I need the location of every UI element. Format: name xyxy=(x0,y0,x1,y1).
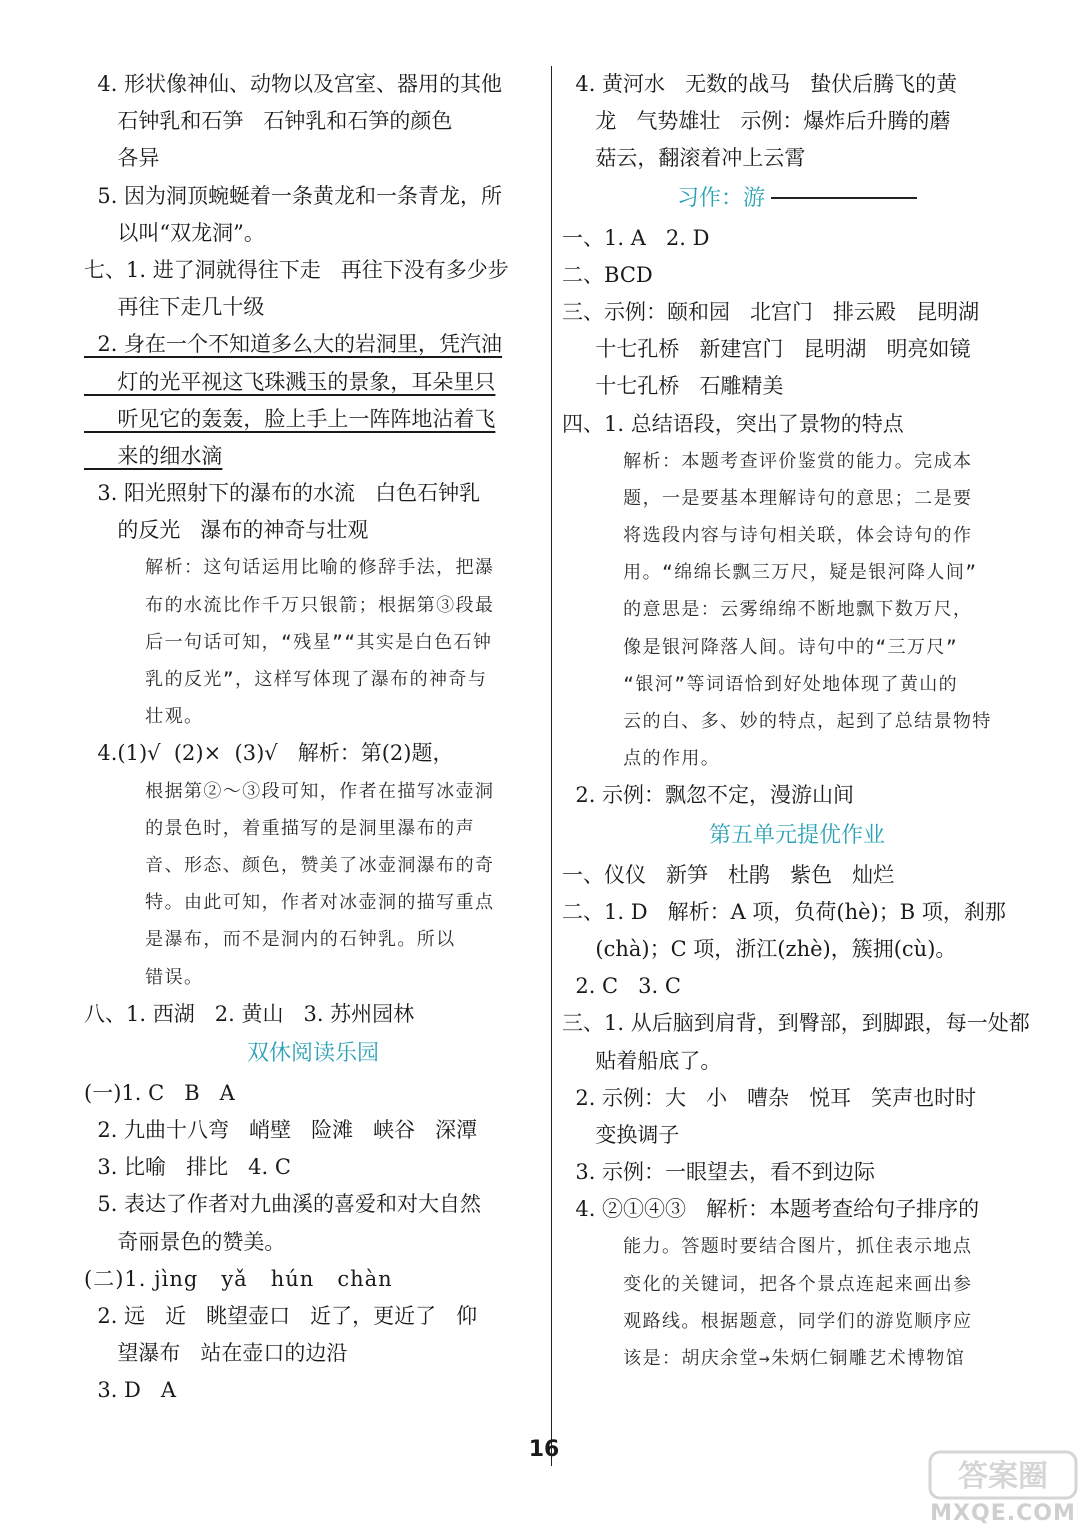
answer-line: (一)1. C B A xyxy=(84,1080,235,1105)
explanation-line: 错误。 xyxy=(84,966,204,988)
answer-line: 再往下走几十级 xyxy=(84,295,265,320)
explanation-line: 变化的关键词，把各个景点连起来画出参 xyxy=(562,1273,973,1295)
svg-text:答案圈: 答案圈 xyxy=(958,1459,1048,1494)
answer-line: 2. C 3. C xyxy=(562,974,681,999)
watermark-site: MXQE.COM xyxy=(930,1501,1076,1526)
answer-line: 奇丽景色的赞美。 xyxy=(84,1229,286,1254)
answer-line: 2. 示例：飘忽不定，漫游山间 xyxy=(562,783,855,808)
answer-line: 四、1. 总结语段，突出了景物的特点 xyxy=(562,411,904,436)
answer-line: 七、1. 进了洞就得往下走 再往下没有多少步 xyxy=(84,257,509,282)
answer-line: 3. 阳光照射下的瀑布的水流 白色石钟乳 xyxy=(84,481,481,506)
explanation-line: 是瀑布，而不是洞内的石钟乳。所以 xyxy=(84,929,456,951)
answer-line: 3. 示例：一眼望去，看不到边际 xyxy=(562,1160,876,1185)
answer-line: 望瀑布 站在壶口的边沿 xyxy=(84,1341,348,1366)
explanation-line: 布的水流比作千万只银箭；根据第③段最 xyxy=(84,594,495,616)
explanation-line: 乳的反光”，这样写体现了瀑布的神奇与 xyxy=(84,669,488,690)
answer-line: 十七孔桥 新建宫门 昆明湖 明亮如镜 xyxy=(562,337,971,362)
explanation-line: 像是银河降落人间。诗句中的“三万尺” xyxy=(562,636,959,658)
explanation-line: 将选段内容与诗句相关联，体会诗句的作 xyxy=(562,525,973,547)
page-number: 16 xyxy=(528,1437,560,1462)
explanation-line: 能力。答题时要结合图片，抓住表示地点 xyxy=(562,1236,973,1258)
answer-line: 5. 因为洞顶蜿蜒着一条黄龙和一条青龙，所 xyxy=(84,183,503,208)
answer-line: 的反光 瀑布的神奇与壮观 xyxy=(84,518,369,543)
explanation-line: 云的白、多、妙的特点，起到了总结景物特 xyxy=(562,711,992,732)
answer-line: 2. 远 近 眺望壶口 近了，更近了 仰 xyxy=(84,1304,478,1328)
answer-line: 石钟乳和石笋 石钟乳和石笋的颜色 xyxy=(84,109,453,134)
answer-line: 2. 示例：大 小 嘈杂 悦耳 笑声也时时 xyxy=(562,1085,977,1110)
answer-line: 变换调子 xyxy=(562,1122,680,1147)
explanation-line: 解析：这句话运用比喻的修辞手法，把瀑 xyxy=(84,557,495,579)
answer-line: 龙 气势雄壮 示例：爆炸后升腾的蘑 xyxy=(562,109,951,134)
explanation-line: 解析：本题考查评价鉴赏的能力。完成本 xyxy=(562,450,973,472)
answer-line: 贴着船底了。 xyxy=(562,1048,722,1073)
explanation-line: 该是：胡庆余堂→朱炳仁铜雕艺术博物馆 xyxy=(562,1348,966,1369)
answer-line: 二、BCD xyxy=(562,262,653,287)
answer-line: 4. ②①④③ 解析：本题考查给句子排序的 xyxy=(562,1197,980,1222)
answer-line: 八、1. 西湖 2. 黄山 3. 苏州园林 xyxy=(84,1001,415,1026)
explanation-line: 观路线。根据题意，同学们的游览顺序应 xyxy=(562,1310,973,1332)
answer-line: 4. 黄河水 无数的战马 蛰伏后腾飞的黄 xyxy=(562,72,958,96)
answer-line: 各异 xyxy=(84,146,160,171)
answer-line: 一、仪仪 新笋 杜鹃 紫色 灿烂 xyxy=(562,862,895,887)
answer-line: 十七孔桥 石雕精美 xyxy=(562,374,784,399)
explanation-line: 壮观。 xyxy=(84,706,204,728)
answer-line: (二)1. jìng yǎ hún chàn xyxy=(84,1266,393,1291)
answer-line: 听见它的轰轰，脸上手上一阵阵地沾着飞 xyxy=(84,406,496,431)
answer-line: 4. 形状像神仙、动物以及宫室、器用的其他 xyxy=(84,72,503,96)
answer-line: (chà)；C 项，浙江(zhè)，簇拥(cù)。 xyxy=(562,936,957,961)
explanation-line: 音、形态、颜色，赞美了冰壶洞瀑布的奇 xyxy=(84,854,495,876)
explanation-line: 题，一是要基本理解诗句的意思；二是要 xyxy=(562,487,973,509)
explanation-line: 点的作用。 xyxy=(562,748,721,770)
answer-line: 二、1. D 解析：A 项，负荷(hè)；B 项，刹那 xyxy=(562,899,1006,924)
explanation-line: 特。由此可知，作者对冰壶洞的描写重点 xyxy=(84,892,495,914)
section-heading-text: 双休阅读乐园 xyxy=(246,1040,379,1066)
watermark-logo xyxy=(928,1450,1078,1526)
answer-line: 以叫“双龙洞”。 xyxy=(84,220,265,245)
answer-line: 3. 比喻 排比 4. C xyxy=(84,1155,291,1180)
answer-line: 菇云，翻滚着冲上云霄 xyxy=(562,146,806,171)
section-heading xyxy=(84,1033,542,1075)
answer-line: 5. 表达了作者对九曲溪的喜爱和对大自然 xyxy=(84,1192,482,1217)
right-column xyxy=(562,66,1032,1377)
explanation-line: “银河”等词语恰到好处地体现了黄山的 xyxy=(562,673,959,695)
answer-line: 来的细水滴 xyxy=(84,443,223,468)
answer-line: 三、1. 从后脑到肩背，到臀部，到脚跟，每一处都 xyxy=(562,1011,1030,1036)
explanation-line: 根据第②～③段可知，作者在描写冰壶洞 xyxy=(84,780,495,802)
column-divider xyxy=(551,66,552,1466)
section-heading xyxy=(562,815,1032,857)
answer-line: 灯的光平视这飞珠溅玉的景象，耳朵里只 xyxy=(84,369,496,394)
explanation-line: 的景色时，着重描写的是洞里瀑布的声 xyxy=(84,817,475,839)
section-heading-text: 第五单元提优作业 xyxy=(708,822,885,848)
fill-in-blank-line xyxy=(771,197,917,199)
left-column xyxy=(84,66,542,1410)
answer-line: 3. D A xyxy=(84,1378,177,1403)
explanation-line: 的意思是：云雾绵绵不断地飘下数万尺， xyxy=(562,599,973,621)
explanation-line: 用。“绵绵长飘三万尺，疑是银河降人间” xyxy=(562,562,978,584)
answer-line: 三、示例：颐和园 北宫门 排云殿 昆明湖 xyxy=(562,299,980,324)
answer-line: 2. 九曲十八弯 峭壁 险滩 峡谷 深潭 xyxy=(84,1118,478,1143)
explanation-line: 后一句话可知，“残星”“其实是白色石钟 xyxy=(84,631,493,653)
section-heading xyxy=(562,178,1032,220)
section-heading-text: 习作：游 xyxy=(676,185,765,211)
answer-line: 4.(1)√ (2)× (3)√ 解析：第(2)题， xyxy=(84,741,454,766)
answer-line: 一、1. A 2. D xyxy=(562,225,710,250)
answer-circle-logo-icon xyxy=(928,1450,1078,1500)
answer-line: 2. 身在一个不知道多么大的岩洞里，凭汽油 xyxy=(84,332,503,357)
